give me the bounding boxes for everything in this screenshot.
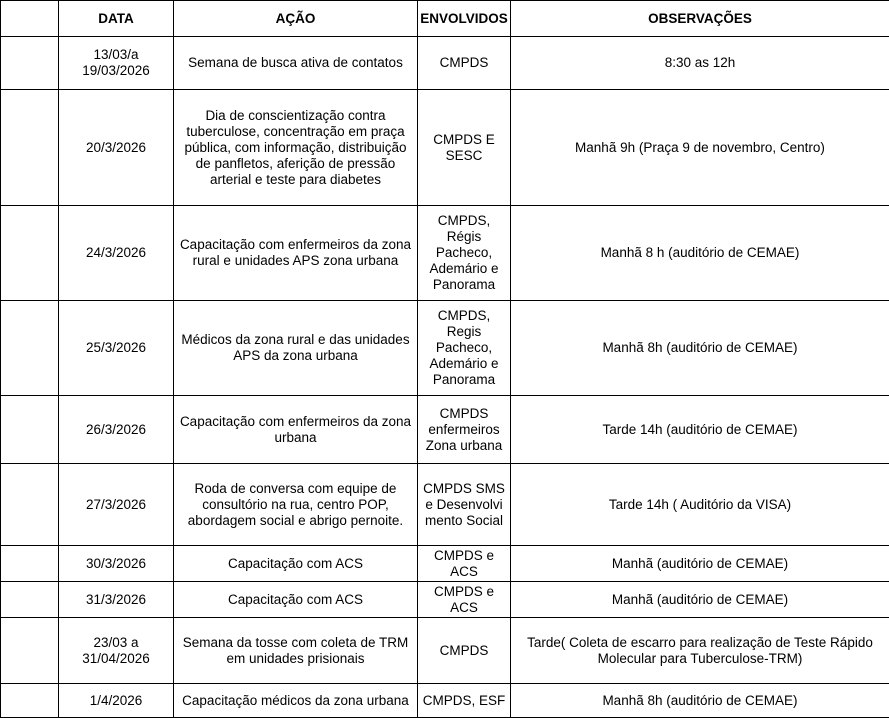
table-row [1,37,889,90]
cell-observacoes: Manhã 8 h (auditório de CEMAE) [511,206,889,301]
cell-envolvidos: CMPDS [418,37,511,90]
cell-acao: Capacitação com enfermeiros da zona rural e unidades APS zona urbana [174,206,418,301]
row-blank-cell [1,396,59,464]
cell-acao: Capacitação com ACS [174,546,418,582]
cell-acao: Capacitação médicos da zona urbana [174,684,418,718]
cell-envolvidos: CMPDS e ACS [418,582,511,618]
cell-acao: Semana da tosse com coleta de TRM em unidades prisionais [174,618,418,684]
cell-envolvidos: CMPDS, Régis Pacheco, Ademário e Panorama [418,206,511,301]
cell-data [59,618,174,684]
cell-envolvidos: CMPDS enfermeiros Zona urbana [418,396,511,464]
cell-data: 13/03/a 19/03/2026 [59,37,174,90]
cell-acao: Médicos da zona rural e das unidades APS da zona urbana [174,301,418,396]
cell-data: 1/4/2026 [59,684,174,718]
cell-observacoes: Tarde( Coleta de escarro para realização de Teste Rápido Molecular para Tuberculose-TRM) [511,618,889,684]
cell-data-text: 23/03 a 31/04/2026 [82,634,150,666]
cell-data: 20/3/2026 [59,90,174,206]
cell-acao: Capacitação com enfermeiros da zona urbana [174,396,418,464]
row-blank-cell [1,206,59,301]
table-row [1,546,889,582]
table-row [1,618,889,684]
cell-data: 25/3/2026 [59,301,174,396]
row-blank-cell [1,684,59,718]
cell-observacoes: Manhã 8h (auditório de CEMAE) [511,301,889,396]
header-acao: AÇÃO [174,1,418,37]
cell-envolvidos: CMPDS SMS e Desenvolvimento Social [418,464,511,546]
row-blank-cell [1,37,59,90]
header-blank-cell [1,1,59,37]
table-row [1,206,889,301]
cell-envolvidos: CMPDS, ESF [418,684,511,718]
cell-observacoes: Manhã 9h (Praça 9 de novembro, Centro) [511,90,889,206]
cell-acao: Dia de conscientização contra tuberculose, concentração em praça pública, com informação, distribuição de panfletos, aferição de pressão arterial e teste para diabetes [174,90,418,206]
cell-observacoes: Tarde 14h ( Auditório da VISA) [511,464,889,546]
header-envolvidos: ENVOLVIDOS [418,1,511,37]
cell-acao: Roda de conversa com equipe de consultório na rua, centro POP, abordagem social e abrigo pernoite. [174,464,418,546]
cell-envolvidos [418,90,511,206]
cell-envolvidos: CMPDS e ACS [418,546,511,582]
header-row [1,1,889,37]
table-row [1,90,889,206]
cell-envolvidos-text: CMPDS E SESC [433,131,495,163]
cell-data: 31/3/2026 [59,582,174,618]
row-blank-cell [1,90,59,206]
row-blank-cell [1,301,59,396]
header-data: DATA [59,1,174,37]
cell-data: 30/3/2026 [59,546,174,582]
table-row [1,301,889,396]
cell-observacoes: Manhã 8h (auditório de CEMAE) [511,684,889,718]
row-blank-cell [1,546,59,582]
cell-data: 27/3/2026 [59,464,174,546]
cell-observacoes: Manhã (auditório de CEMAE) [511,582,889,618]
cell-acao: Semana de busca ativa de contatos [174,37,418,90]
cell-envolvidos: CMPDS [418,618,511,684]
table-row [1,582,889,618]
table-row [1,684,889,718]
cell-observacoes: Tarde 14h (auditório de CEMAE) [511,396,889,464]
cell-acao: Capacitação com ACS [174,582,418,618]
cell-data: 26/3/2026 [59,396,174,464]
header-observacoes: OBSERVAÇÕES [511,1,889,37]
row-blank-cell [1,464,59,546]
row-blank-cell [1,618,59,684]
row-blank-cell [1,582,59,618]
cell-data: 24/3/2026 [59,206,174,301]
cell-observacoes: Manhã (auditório de CEMAE) [511,546,889,582]
table-row [1,396,889,464]
table-row [1,464,889,546]
cell-observacoes: 8:30 as 12h [511,37,889,90]
cell-envolvidos: CMPDS, Regis Pacheco, Ademário e Panorama [418,301,511,396]
